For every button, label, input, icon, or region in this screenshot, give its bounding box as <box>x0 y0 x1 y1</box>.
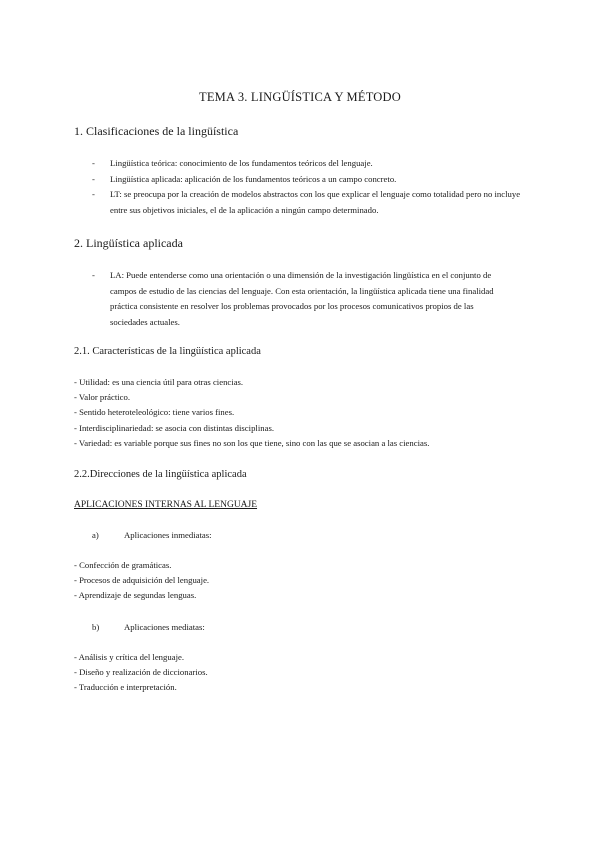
list-item: - Aprendizaje de segundas lenguas. <box>74 590 197 601</box>
list-item: - Variedad: es variable porque sus fines no son los que tiene, sino con las que se asocian a las ciencias. <box>74 437 430 448</box>
list-item: - Sentido heteroteleológico: tiene varios fines. <box>74 407 235 418</box>
list-item: - Traducción e interpretación. <box>74 682 177 693</box>
section-1-heading: 1. Clasificaciones de la lingüística <box>74 124 239 138</box>
group-a-label: a) Aplicaciones inmediatas: <box>92 530 212 540</box>
group-b-label: b) Aplicaciones mediatas: <box>92 622 205 632</box>
page-title: TEMA 3. LINGÜÍSTICA Y MÉTODO <box>198 90 401 104</box>
section-1-list <box>92 156 532 218</box>
group-a-list <box>74 558 544 604</box>
list-item: - Lingüística aplicada: aplicación de los fundamentos teóricos a un campo concreto. <box>92 173 397 184</box>
list-item: - Confección de gramáticas. <box>74 560 172 570</box>
internal-applications-heading: APLICACIONES INTERNAS AL LENGUAJE <box>74 500 258 510</box>
list-item: - Interdisciplinariedad: se asocia con distintas disciplinas. <box>74 422 274 433</box>
list-item: - Valor práctico. <box>74 392 131 403</box>
list-item: - Utilidad: es una ciencia útil para otras ciencias. <box>74 377 244 387</box>
section-2-1-list <box>74 375 544 451</box>
group-b-list <box>74 650 544 696</box>
section-2-2-heading: 2.2.Direcciones de la lingüística aplicada <box>74 469 247 480</box>
section-2-1-heading: 2.1. Características de la lingüística aplicada <box>74 346 261 357</box>
list-item: - Lingüística teórica: conocimiento de los fundamentos teóricos del lenguaje. <box>92 158 373 168</box>
list-item: - LA: Puede entenderse como una orientación o una dimensión de la investigación lingüística en el conjunto de campos de estudio de las ciencias del lenguaje. Con esta orientación, la lingüística aplicada tiene una finalidad práctica consistente en resolver los problemas provocados por los procesos comunicativos propios de las sociedades actuales. <box>92 270 494 327</box>
list-item: - LT: se preocupa por la creación de modelos abstractos con los que explicar el lenguaje como totalidad pero no incluye entre sus objetivos iniciales, el de la aplicación a ningún campo determinado. <box>92 189 521 215</box>
section-2-heading: 2. Lingüística aplicada <box>74 236 183 250</box>
list-item: - Procesos de adquisición del lenguaje. <box>74 575 210 586</box>
list-item: - Análisis y crítica del lenguaje. <box>74 652 185 662</box>
section-2-list <box>92 268 512 330</box>
list-item: - Diseño y realización de diccionarios. <box>74 667 208 678</box>
